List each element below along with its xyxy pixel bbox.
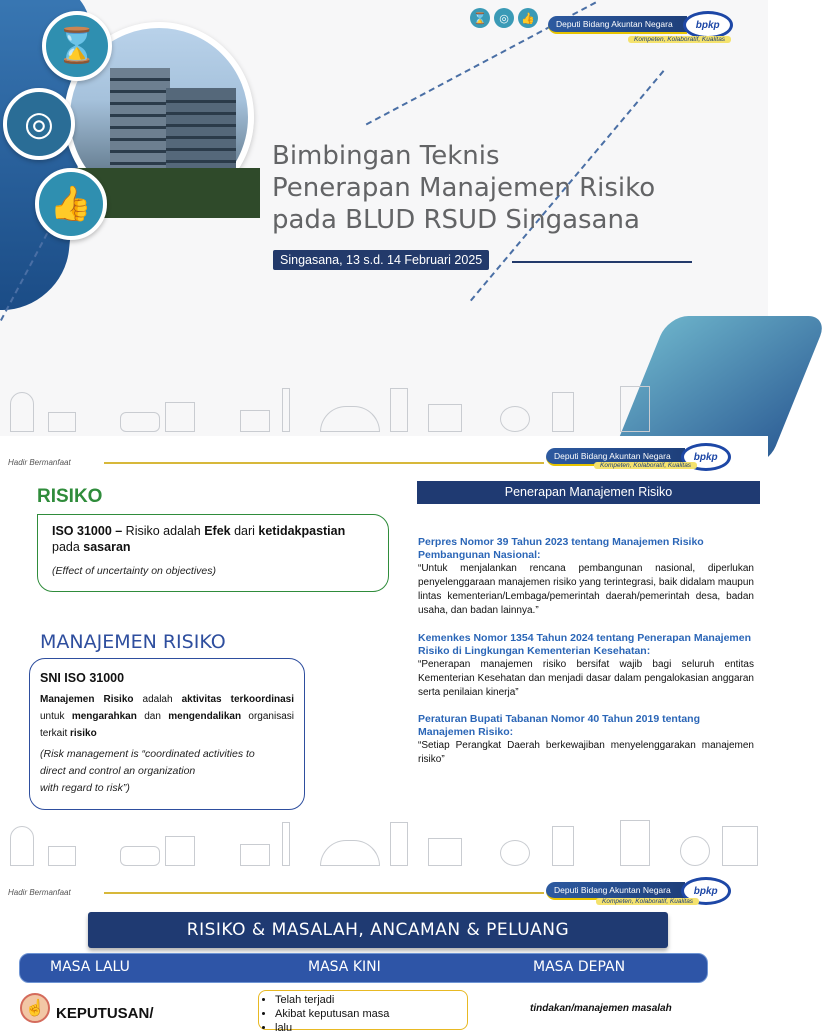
iso-definition-text: ISO 31000 – Risiko adalah Efek dari ketidakpastian pada sasaran bbox=[52, 524, 346, 554]
sni-definition-english: (Risk management is “coordinated activities to direct and control an organization with regard to risk”) bbox=[40, 748, 255, 794]
brand-name: Deputi Bidang Akuntan Negara bbox=[548, 16, 687, 34]
brand-motto: Kompeten, Kolaboratif, Kualitas bbox=[596, 898, 699, 905]
event-date: Singasana, 13 s.d. 14 Februari 2025 bbox=[273, 250, 489, 270]
list-item: • Akibat keputusan masa bbox=[275, 1007, 467, 1021]
header-icon-group bbox=[470, 8, 538, 28]
masa-kini-list bbox=[258, 990, 468, 1034]
manajemen-risiko-heading: MANAJEMEN RISIKO bbox=[40, 631, 226, 653]
thumbs-up-icon: 👍 bbox=[35, 168, 107, 240]
title-line: Bimbingan Teknis bbox=[272, 141, 500, 171]
regulation-item bbox=[418, 713, 754, 767]
title-slide bbox=[0, 0, 768, 436]
title-line: pada BLUD RSUD Singasana bbox=[272, 205, 640, 235]
divider bbox=[104, 892, 544, 894]
tindakan-label: tindakan/manajemen masalah bbox=[530, 1003, 672, 1014]
risiko-heading: RISIKO bbox=[37, 486, 103, 507]
sni-heading: SNI ISO 31000 bbox=[40, 671, 125, 685]
risk-problem-slide bbox=[0, 872, 768, 1034]
iso-definition-box bbox=[37, 514, 389, 592]
brand-name: Deputi Bidang Akuntan Negara bbox=[546, 448, 685, 466]
list-item: • lalu bbox=[275, 1021, 467, 1035]
bpkp-logo: bpkp bbox=[681, 443, 731, 471]
hourglass-icon: ⌛ bbox=[42, 11, 112, 81]
bpkp-logo: bpkp bbox=[683, 11, 733, 39]
sni-definition-box bbox=[29, 658, 305, 810]
bpkp-logo: bpkp bbox=[681, 877, 731, 905]
brand-name: Deputi Bidang Akuntan Negara bbox=[546, 882, 685, 900]
sni-definition-text: Manajemen Risiko adalah aktivitas terkoordinasi untuk mengarahkan dan mengendalikan organisasi terkait risiko bbox=[40, 694, 294, 739]
column-masa-kini: MASA KINI bbox=[308, 959, 381, 975]
penerapan-heading: Penerapan Manajemen Risiko bbox=[417, 481, 760, 504]
thumbs-up-icon: 👍 bbox=[518, 8, 538, 28]
regulation-heading: Peraturan Bupati Tabanan Nomor 40 Tahun 2019 tentang Manajemen Risiko: bbox=[418, 713, 700, 738]
tagline: Hadir Bermanfaat bbox=[8, 458, 71, 467]
brand-motto: Kompeten, Kolaboratif, Kualitas bbox=[594, 462, 697, 469]
hourglass-icon: ⌛ bbox=[470, 8, 490, 28]
list-item: • Telah terjadi bbox=[275, 993, 467, 1007]
skyline-illustration bbox=[0, 380, 768, 436]
divider bbox=[104, 462, 544, 464]
regulation-heading: Perpres Nomor 39 Tahun 2023 tentang Manajemen Risiko Pembangunan Nasional: bbox=[418, 536, 704, 561]
brand-motto: Kompeten, Kolaboratif, Kualitas bbox=[628, 36, 731, 43]
target-icon: ◎ bbox=[3, 88, 75, 160]
title-line: Penerapan Manajemen Risiko bbox=[272, 173, 656, 203]
regulation-quote: “Penerapan manajemen risiko bersifat wajib bagi seluruh entitas Kementerian Kesehatan dan menjadi dasar dalam pengalokasian anggaran serta penilaian kinerja” bbox=[418, 659, 754, 698]
regulation-item bbox=[418, 632, 754, 700]
risk-definition-slide bbox=[0, 436, 768, 872]
regulation-item bbox=[418, 536, 754, 618]
keputusan-label: KEPUTUSAN/ bbox=[56, 1005, 154, 1022]
hand-pointer-icon: ☝ bbox=[20, 993, 50, 1023]
skyline-illustration bbox=[0, 814, 768, 870]
brand-header bbox=[548, 12, 733, 38]
slide-title: RISIKO & MASALAH, ANCAMAN & PELUANG bbox=[88, 912, 668, 948]
tagline: Hadir Bermanfaat bbox=[8, 888, 71, 897]
target-icon: ◎ bbox=[494, 8, 514, 28]
regulation-quote: “Untuk menjalankan rencana pembangunan nasional, diperlukan penyelenggaraan manajemen risiko yang terintegrasi, baik didalam maupun lintas kementerian/Lembaga/pemerintah daerah/pemerintah desa, badan usaha, dan badan lainnya.” bbox=[418, 563, 754, 616]
iso-definition-english: (Effect of uncertainty on objectives) bbox=[52, 565, 216, 577]
divider bbox=[512, 261, 692, 263]
page-title bbox=[272, 140, 742, 236]
regulation-heading: Kemenkes Nomor 1354 Tahun 2024 tentang Penerapan Manajemen Risiko di Lingkungan Kementerian Kesehatan: bbox=[418, 632, 752, 657]
regulation-quote: “Setiap Perangkat Daerah berkewajiban menyelenggarakan manajemen risiko” bbox=[418, 740, 754, 765]
column-masa-lalu: MASA LALU bbox=[50, 959, 130, 975]
column-masa-depan: MASA DEPAN bbox=[533, 959, 626, 975]
